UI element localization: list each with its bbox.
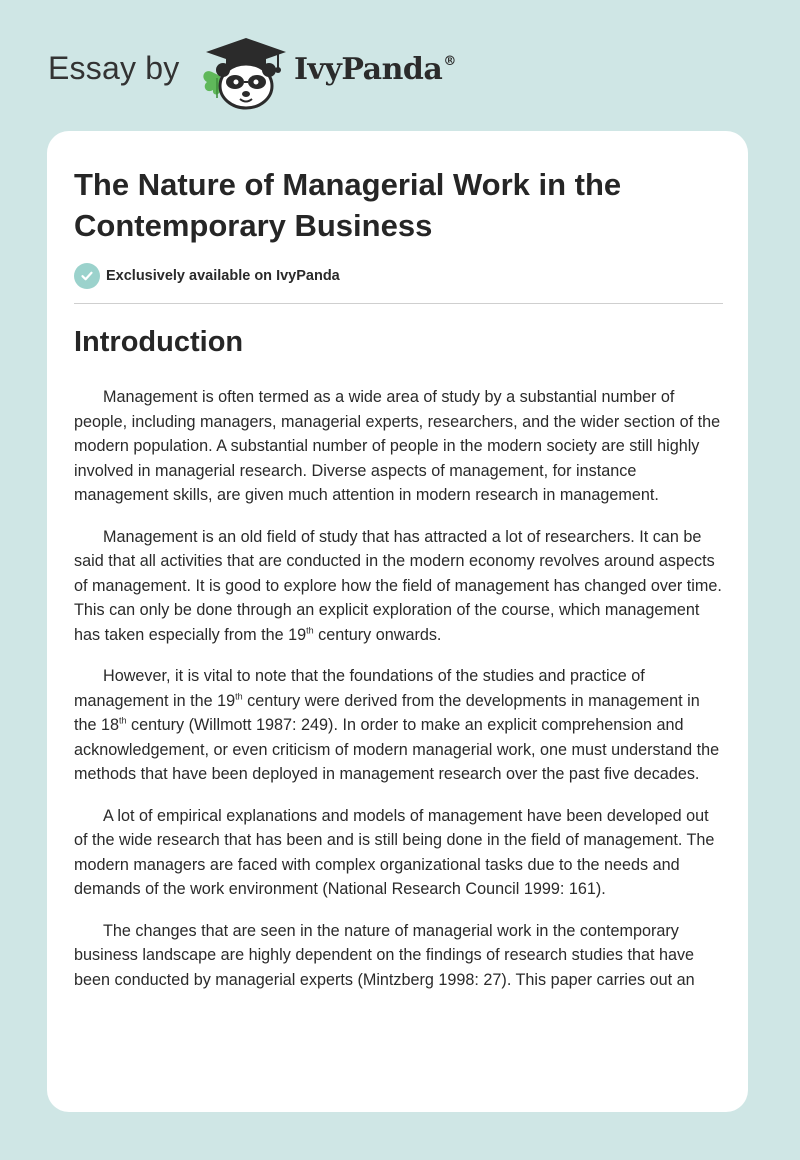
paragraph: Management is often termed as a wide area of study by a substantial number of people, including managers, managerial experts, researchers, and the wider section of the modern population. A substantial number of people in the modern society are still highly involved in managerial research. Diverse aspects of management, for instance management skills, are given much attention in modern research in management. <box>74 388 721 504</box>
paragraph: Management is an old field of study that has attracted a lot of researchers. It can be said that all activities that are conducted in the modern economy revolves around aspects of management. It is good to explore how the field of management has changed over time. This can only be done through an explicit exploration of the course, which management has taken especially from the 19th century onwards. <box>74 527 722 644</box>
page-title: The Nature of Managerial Work in the Contemporary Business <box>74 167 622 243</box>
section-title: Introduction <box>74 326 244 358</box>
brand-name[interactable] <box>294 52 456 87</box>
paragraph: The changes that are seen in the nature of managerial work in the contemporary business landscape are highly dependent on the findings of research studies that have been conducted by managerial experts (Mintzberg 1998: 27). This paper carries out an <box>74 921 695 989</box>
paragraph: A lot of empirical explanations and models of management have been developed out of the wide research that has been and is still being done in the field of management. The modern managers are faced with complex organizational tasks due to the needs and demands of the work environment (National Research Council 1999: 161). <box>74 806 715 898</box>
essay-body <box>74 385 724 1009</box>
essay-by-label: Essay by <box>48 50 180 86</box>
brand-text: IvyPanda <box>294 52 443 87</box>
panda-graduate-logo-icon[interactable] <box>198 32 294 110</box>
registered-mark: ® <box>443 54 456 69</box>
site-header <box>0 0 800 120</box>
essay-card <box>47 131 748 1112</box>
divider <box>74 303 723 304</box>
check-circle-icon <box>74 263 100 289</box>
badge-label: Exclusively available on IvyPanda <box>106 268 340 284</box>
paragraph: However, it is vital to note that the foundations of the studies and practice of management in the 19th century were derived from the developments in management in the 18th century (Willmott 1987: 249). In order to make an explicit comprehension and acknowledgement, or even criticism of modern managerial work, one must understand the methods that have been deployed in management research over the past five decades. <box>74 667 720 783</box>
exclusive-badge <box>74 263 340 289</box>
